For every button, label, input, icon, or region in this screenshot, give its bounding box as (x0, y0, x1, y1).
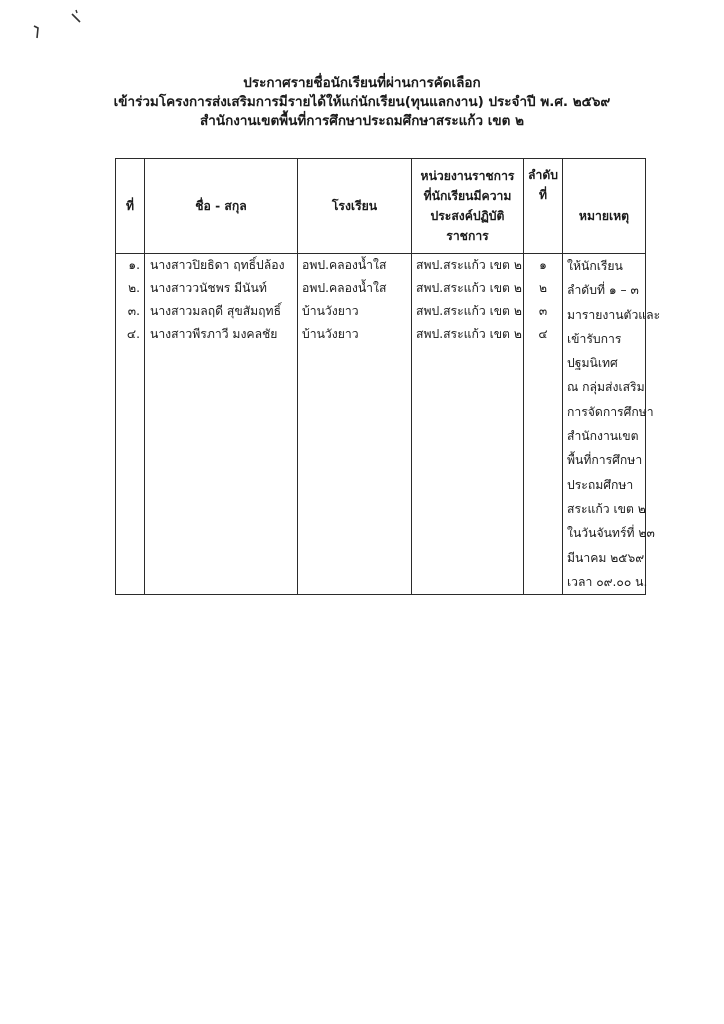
note-line: ในวันจันทร์ที่ ๒๓ (567, 526, 655, 541)
header-name: ชื่อ - สกุล (145, 159, 298, 254)
note-line: ณ กลุ่มส่งเสริม (567, 380, 645, 395)
pen-marks (22, 4, 102, 44)
header-office: สำนักงานเขตพื้นที่การศึกษาประถมศึกษาสระแก้ว เขต ๒ (200, 113, 524, 129)
row-agency: สพป.สระแก้ว เขต ๒ (416, 304, 522, 318)
row-school: อพป.คลองน้ำใส (302, 281, 387, 295)
note-line: สระแก้ว เขต ๒ (567, 501, 646, 516)
header-rank: ลำดับ ที่ (524, 159, 563, 254)
row-name: นางสาวมลฤดี สุขสัมฤทธิ์ (150, 304, 282, 318)
row-school: บ้านวังยาว (302, 327, 359, 341)
row-school: บ้านวังยาว (302, 304, 359, 318)
row-agency: สพป.สระแก้ว เขต ๒ (416, 281, 522, 295)
note-line: มีนาคม ๒๕๖๙ (567, 550, 645, 565)
row-name: นางสาวปิยธิดา ฤทธิ์ปล้อง (150, 258, 285, 272)
note-line: พื้นที่การศึกษา (567, 453, 643, 468)
row-no: ๓. (127, 304, 140, 318)
note-line: มารายงานตัวและ (567, 307, 661, 322)
note-line: ประถมศึกษา (567, 477, 634, 492)
row-no: ๑. (128, 258, 140, 272)
row-name: นางสาวพีรภาวี มงคลชัย (150, 327, 278, 341)
announcement-header (0, 74, 724, 131)
row-rank: ๓ (538, 304, 548, 318)
note-line: การจัดการศึกษา (567, 404, 654, 419)
student-table (115, 158, 661, 595)
note-line: เวลา ๐๙.๐๐ น. (567, 574, 648, 589)
row-rank: ๔ (538, 327, 548, 341)
row-school: อพป.คลองน้ำใส (302, 258, 387, 272)
note-line: เข้ารับการ (567, 331, 622, 346)
header-school: โรงเรียน (298, 159, 412, 254)
header-agency: หน่วยงานราชการ ที่นักเรียนมีความ ประสงค์ปฏิบัติ ราชการ (412, 159, 524, 254)
row-no: ๒. (128, 281, 140, 295)
column-no (116, 254, 145, 595)
table-header-row (116, 159, 646, 254)
table-row (116, 254, 646, 595)
header-no: ที่ (116, 159, 145, 254)
column-note (563, 254, 661, 595)
row-rank: ๑ (539, 258, 547, 272)
row-name: นางสาววนัชพร มีนันท์ (150, 281, 267, 295)
note-line: สำนักงานเขต (567, 429, 639, 444)
row-rank: ๒ (538, 281, 548, 295)
note-line: ให้นักเรียน (567, 259, 623, 273)
column-school (298, 254, 412, 595)
column-rank (524, 254, 563, 595)
row-agency: สพป.สระแก้ว เขต ๒ (416, 327, 522, 341)
column-agency (412, 254, 524, 595)
column-name (145, 254, 298, 595)
row-no: ๔. (126, 327, 140, 341)
header-note: หมายเหตุ (563, 159, 646, 254)
header-project: เข้าร่วมโครงการส่งเสริมการมีรายได้ให้แก่นักเรียน(ทุนแลกงาน) ประจำปี พ.ศ. ๒๕๖๙ (113, 94, 611, 110)
header-title: ประกาศรายชื่อนักเรียนที่ผ่านการคัดเลือก (243, 75, 481, 91)
note-line: ปฐมนิเทศ (567, 356, 618, 371)
note-line: ลำดับที่ ๑ – ๓ (567, 283, 639, 298)
row-agency: สพป.สระแก้ว เขต ๒ (416, 258, 522, 272)
